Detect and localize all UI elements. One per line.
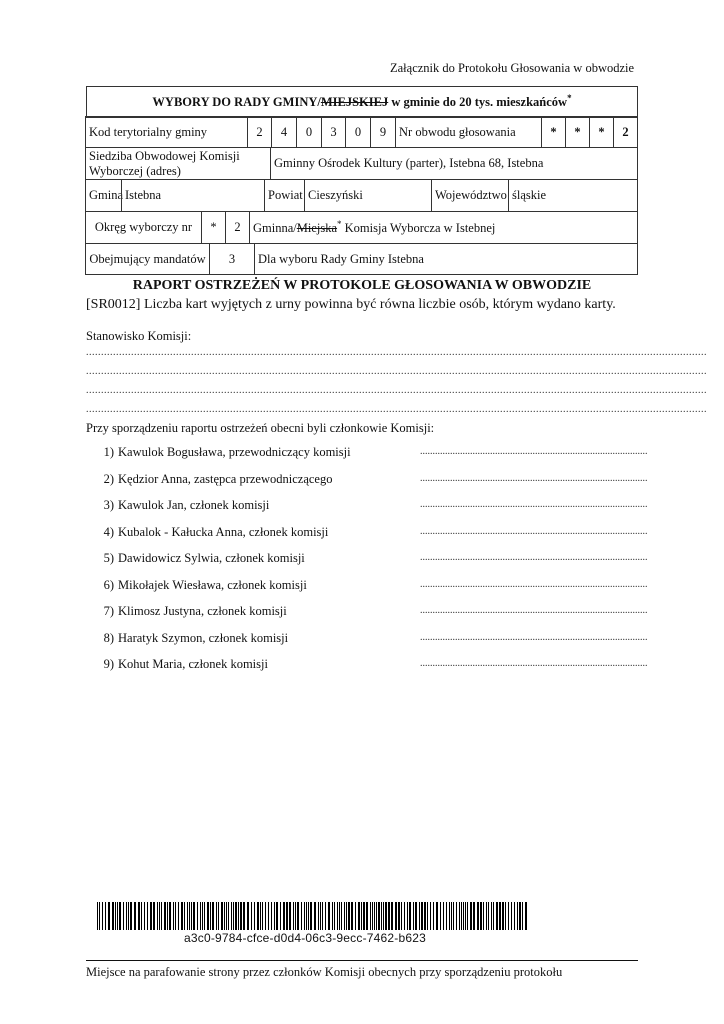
barcode-bar <box>231 902 232 930</box>
barcode-bar <box>216 902 217 930</box>
territorial-code-label: Kod terytorialny gminy <box>85 116 248 148</box>
barcode-bar <box>488 902 489 930</box>
member-item <box>94 657 394 672</box>
barcode <box>97 902 531 930</box>
title-part1: WYBORY DO RADY GMINY/ <box>152 95 321 110</box>
barcode-bar <box>308 902 309 930</box>
barcode-bar <box>173 902 174 930</box>
barcode-bar <box>306 902 307 930</box>
barcode-bar <box>346 902 347 930</box>
barcode-bar <box>207 902 209 930</box>
member-name: Dawidowicz Sylwia, członek komisji <box>118 551 305 565</box>
barcode-bar <box>297 902 299 930</box>
barcode-bar <box>164 902 166 930</box>
barcode-bar <box>337 902 338 930</box>
barcode-bar <box>486 902 487 930</box>
district-number-label: Nr obwodu głosowania <box>395 116 542 148</box>
barcode-bar <box>108 902 110 930</box>
barcode-bar <box>477 902 479 930</box>
barcode-bar <box>193 902 195 930</box>
attachment-note: Załącznik do Protokołu Głosowania w obwodzie <box>390 61 635 75</box>
barcode-bar <box>470 902 472 930</box>
report-title: RAPORT OSTRZEŻEŃ W PROTOKOLE GŁOSOWANIA W OBWODZIE <box>132 278 592 293</box>
territorial-code-digit: 2 <box>247 116 272 148</box>
barcode-bar <box>378 902 380 930</box>
barcode-bar <box>157 902 158 930</box>
district-number-cell: 2 <box>613 116 638 148</box>
barcode-bar <box>119 902 121 930</box>
barcode-bar <box>134 902 136 930</box>
barcode-bar <box>318 902 319 930</box>
barcode-bar <box>502 902 504 930</box>
barcode-bar <box>310 902 312 930</box>
member-number: 7) <box>103 604 114 618</box>
barcode-bar <box>271 902 272 930</box>
district-number-cell: * <box>589 116 614 148</box>
wojewodztwo-value: śląskie <box>508 179 638 212</box>
gmina-label: Gmina <box>85 179 122 212</box>
election-scope: Dla wyboru Rady Gminy Istebna <box>254 243 638 275</box>
barcode-bar <box>341 902 342 930</box>
member-item <box>94 578 394 593</box>
barcode-bar <box>366 902 368 930</box>
barcode-bar <box>446 902 447 930</box>
barcode-bar <box>289 902 291 930</box>
barcode-bar <box>260 902 261 930</box>
territorial-code-digit: 3 <box>321 116 346 148</box>
barcode-bar <box>436 902 438 930</box>
barcode-bar <box>97 902 98 930</box>
barcode-bar <box>314 902 316 930</box>
barcode-bar <box>467 902 468 930</box>
barcode-bar <box>147 902 148 930</box>
barcode-bar <box>228 902 229 930</box>
territorial-code-digit: 9 <box>370 116 396 148</box>
commission-part1: Gminna/ <box>253 221 297 236</box>
barcode-bar <box>427 902 428 930</box>
barcode-bar <box>210 902 211 930</box>
barcode-bar <box>200 902 201 930</box>
barcode-bar <box>461 902 462 930</box>
barcode-bar <box>184 902 185 930</box>
barcode-bar <box>480 902 482 930</box>
member-name: Kędzior Anna, zastępca przewodniczącego <box>118 471 333 486</box>
barcode-bar <box>415 902 417 930</box>
barcode-bar <box>409 902 411 930</box>
barcode-bar <box>115 902 116 930</box>
barcode-bar <box>117 902 118 930</box>
barcode-bar <box>251 902 252 930</box>
barcode-bar <box>388 902 390 930</box>
barcode-bar <box>463 902 464 930</box>
barcode-bar <box>370 902 371 930</box>
barcode-bar <box>421 902 423 930</box>
wojewodztwo-label: Województwo <box>431 179 509 212</box>
member-signature-line: ........................................................................................... <box>420 499 648 510</box>
barcode-bar <box>283 902 285 930</box>
barcode-bar <box>395 902 397 930</box>
barcode-bar <box>161 902 162 930</box>
barcode-bar <box>189 902 190 930</box>
barcode-bar <box>404 902 405 930</box>
member-signature-line: ........................................................................................... <box>420 472 648 484</box>
barcode-bar <box>385 902 387 930</box>
barcode-bar <box>187 902 188 930</box>
member-name: Kohut Maria, członek komisji <box>118 657 268 671</box>
barcode-bar <box>144 902 145 930</box>
member-number: 5) <box>103 551 114 565</box>
barcode-bar <box>383 902 384 930</box>
territorial-code-digit: 4 <box>271 116 297 148</box>
member-number: 6) <box>103 577 114 592</box>
barcode-bar <box>112 902 114 930</box>
member-number: 9) <box>103 657 114 671</box>
barcode-bar <box>443 902 444 930</box>
district-number-cell: * <box>541 116 566 148</box>
barcode-bar <box>407 902 408 930</box>
commission-struck: Miejska <box>296 221 338 236</box>
barcode-bar <box>348 902 350 930</box>
barcode-bar <box>169 902 171 930</box>
barcode-bar <box>218 902 219 930</box>
barcode-bar <box>525 902 527 930</box>
member-signature-line: ........................................................................................... <box>420 631 648 643</box>
barcode-bar <box>419 902 420 930</box>
barcode-bar <box>280 902 281 930</box>
district-number-cell: * <box>565 116 590 148</box>
barcode-bar <box>339 902 340 930</box>
barcode-text: a3c0-9784-cfce-d0d4-06c3-9ecc-7462-b623 <box>184 931 426 945</box>
member-number: 2) <box>103 471 114 486</box>
constituency-mark: * <box>201 211 226 244</box>
barcode-bar <box>102 902 103 930</box>
barcode-bar <box>433 902 434 930</box>
territorial-code-digit: 0 <box>345 116 371 148</box>
barcode-bar <box>430 902 431 930</box>
member-name: Haratyk Szymon, członek komisji <box>118 630 289 645</box>
barcode-bar <box>130 902 132 930</box>
barcode-bar <box>247 902 249 930</box>
constituency-value: 2 <box>225 211 250 244</box>
barcode-bar <box>276 902 278 930</box>
barcode-bar <box>332 902 333 930</box>
barcode-bar <box>391 902 393 930</box>
commission-name <box>249 211 638 244</box>
member-signature-line: ........................................................................................... <box>420 658 648 669</box>
member-name: Klimosz Justyna, członek komisji <box>118 604 287 618</box>
barcode-bar <box>372 902 373 930</box>
barcode-bar <box>233 902 234 930</box>
barcode-bar <box>224 902 225 930</box>
powiat-value: Cieszyński <box>304 179 432 212</box>
barcode-bar <box>202 902 203 930</box>
barcode-bar <box>204 902 205 930</box>
member-item <box>94 551 394 566</box>
barcode-bar <box>459 902 460 930</box>
member-number: 4) <box>103 524 114 539</box>
barcode-bar <box>483 902 484 930</box>
barcode-bar <box>238 902 239 930</box>
present-members-label: Przy sporządzeniu raportu ostrzeżeń obecni byli członkowie Komisji: <box>86 421 435 435</box>
barcode-bar <box>243 902 245 930</box>
barcode-bar <box>268 902 269 930</box>
member-item <box>94 604 394 619</box>
barcode-bar <box>374 902 375 930</box>
barcode-bar <box>355 902 356 930</box>
title-footnote-mark: * <box>567 93 572 104</box>
member-item <box>94 498 394 513</box>
barcode-bar <box>178 902 179 930</box>
barcode-bar <box>301 902 302 930</box>
barcode-bar <box>105 902 106 930</box>
member-item <box>94 525 394 540</box>
barcode-bar <box>401 902 402 930</box>
barcode-bar <box>159 902 160 930</box>
barcode-bar <box>150 902 152 930</box>
member-item <box>94 445 394 460</box>
barcode-bar <box>293 902 294 930</box>
barcode-bar <box>514 902 515 930</box>
barcode-bar <box>505 902 506 930</box>
barcode-bar <box>496 902 498 930</box>
barcode-bar <box>138 902 140 930</box>
footer-note: Miejsce na parafowanie strony przez członków Komisji obecnych przy sporządzeniu protokołu <box>86 965 563 979</box>
mandates-value: 3 <box>209 243 255 275</box>
barcode-bar <box>240 902 242 930</box>
mandates-label: Obejmujący mandatów <box>85 243 210 275</box>
barcode-bar <box>499 902 501 930</box>
barcode-bar <box>440 902 441 930</box>
barcode-bar <box>295 902 296 930</box>
barcode-bar <box>508 902 509 930</box>
member-name: Kawulok Jan, członek komisji <box>118 498 270 512</box>
barcode-bar <box>453 902 454 930</box>
barcode-bar <box>257 902 259 930</box>
barcode-bar <box>99 902 100 930</box>
barcode-bar <box>522 902 523 930</box>
barcode-bar <box>519 902 521 930</box>
title-struck: MIEJSKIEJ <box>320 95 389 110</box>
barcode-bar <box>254 902 255 930</box>
powiat-label: Powiat <box>264 179 305 212</box>
barcode-bar <box>511 902 512 930</box>
barcode-bar <box>197 902 198 930</box>
barcode-bar <box>235 902 237 930</box>
member-number: 8) <box>103 630 114 645</box>
barcode-bar <box>320 902 321 930</box>
barcode-bar <box>351 902 353 930</box>
member-signature-line: ........................................................................................... <box>420 525 648 537</box>
barcode-bar <box>456 902 457 930</box>
barcode-bar <box>181 902 183 930</box>
barcode-bar <box>449 902 450 930</box>
member-name: Kawulok Bogusława, przewodniczący komisji <box>118 445 351 459</box>
barcode-bar <box>126 902 127 930</box>
barcode-bar <box>465 902 466 930</box>
barcode-bar <box>473 902 475 930</box>
header-table <box>86 86 638 118</box>
barcode-bar <box>128 902 129 930</box>
member-signature-line: ........................................................................................... <box>420 578 648 590</box>
member-signature-line: ........................................................................................... <box>420 605 648 616</box>
position-line-1: ............................................................................................................................................................................................................... <box>86 347 707 358</box>
member-signature-line: ........................................................................................... <box>420 552 648 563</box>
barcode-bar <box>413 902 414 930</box>
position-line-3: ............................................................................................................................................................................................................... <box>86 385 707 396</box>
member-number: 1) <box>103 445 114 459</box>
barcode-bar <box>262 902 263 930</box>
election-title <box>87 87 638 118</box>
member-name: Kubalok - Kałucka Anna, członek komisji <box>118 524 329 539</box>
barcode-bar <box>123 902 124 930</box>
commission-part2: Komisja Wyborcza w Istebnej <box>341 221 496 236</box>
barcode-bar <box>344 902 345 930</box>
barcode-bar <box>517 902 518 930</box>
barcode-bar <box>265 902 266 930</box>
territorial-code-digit: 0 <box>296 116 322 148</box>
warning-message: [SR0012] Liczba kart wyjętych z urny powinna być równa liczbie osób, którym wydano karty. <box>86 297 616 312</box>
title-part2: w gminie do 20 tys. mieszkańców <box>388 95 568 110</box>
barcode-bar <box>221 902 223 930</box>
barcode-bar <box>451 902 452 930</box>
district-constituency-label: Okręg wyborczy nr <box>85 211 202 244</box>
barcode-bar <box>141 902 142 930</box>
barcode-bar <box>363 902 365 930</box>
barcode-bar <box>167 902 168 930</box>
barcode-bar <box>226 902 227 930</box>
position-line-4: ............................................................................................................................................................................................................... <box>86 404 707 415</box>
barcode-bar <box>361 902 362 930</box>
barcode-bar <box>398 902 400 930</box>
seat-label: Siedziba Obwodowej Komisji Wyborczej (adres) <box>85 147 271 180</box>
barcode-bar <box>325 902 326 930</box>
position-line-2: ............................................................................................................................................................................................................... <box>86 366 707 377</box>
barcode-bar <box>328 902 330 930</box>
member-item <box>94 631 394 646</box>
member-signature-line: ........................................................................................... <box>420 446 648 457</box>
commission-position-label: Stanowisko Komisji: <box>86 329 192 343</box>
barcode-bar <box>175 902 176 930</box>
barcode-bar <box>286 902 288 930</box>
barcode-bar <box>191 902 192 930</box>
member-number: 3) <box>103 498 114 512</box>
barcode-bar <box>424 902 426 930</box>
gmina-value: Istebna <box>121 179 265 212</box>
barcode-bar <box>304 902 305 930</box>
barcode-bar <box>381 902 382 930</box>
commission-footnote-mark: * <box>337 218 342 229</box>
barcode-bar <box>358 902 360 930</box>
barcode-bar <box>334 902 335 930</box>
member-item <box>94 472 394 487</box>
seat-value: Gminny Ośrodek Kultury (parter), Istebna 68, Istebna <box>270 147 638 180</box>
barcode-bar <box>274 902 275 930</box>
barcode-bar <box>493 902 494 930</box>
barcode-bar <box>212 902 214 930</box>
barcode-bar <box>491 902 492 930</box>
member-name: Mikołajek Wiesława, członek komisji <box>118 577 307 592</box>
barcode-bar <box>153 902 155 930</box>
barcode-bar <box>376 902 377 930</box>
footer-rule <box>86 960 638 961</box>
barcode-bar <box>322 902 323 930</box>
